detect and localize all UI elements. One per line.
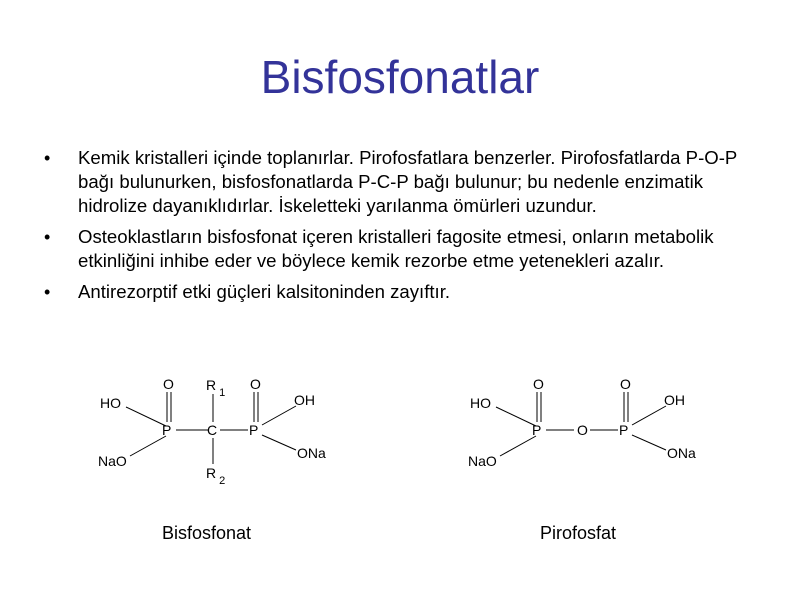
- bullet-list: [44, 146, 764, 311]
- atom-r1: R $_1$: [206, 377, 226, 399]
- bullet-dot-icon: •: [44, 148, 51, 168]
- bond-p-oh: [262, 406, 296, 425]
- bullet-dot-icon: •: [44, 227, 51, 247]
- bisfosfonat-caption: Bisfosfonat: [162, 523, 252, 543]
- atom-p-left: P: [532, 422, 542, 438]
- atom-nao: NaO: [98, 453, 127, 469]
- bond-ho-p: [126, 407, 166, 426]
- atom-o-left: O: [163, 376, 174, 392]
- atom-oh: OH: [664, 392, 685, 408]
- bisfosfonat-structure: [90, 370, 350, 490]
- bullet-dot-icon: •: [44, 282, 51, 302]
- atom-o-left: O: [533, 376, 544, 392]
- bond-ho-p: [496, 407, 536, 426]
- bond-p-ona: [632, 435, 666, 450]
- atom-r2: R $_2$: [206, 465, 226, 487]
- atom-o-right: O: [620, 376, 631, 392]
- atom-ona: ONa: [297, 445, 326, 461]
- bullet-text: Antirezorptif etki güçleri kalsitoninden zayıftır.: [78, 281, 451, 302]
- atom-ho: HO: [100, 395, 121, 411]
- atom-p-right: P: [619, 422, 629, 438]
- atom-ona: ONa: [667, 445, 696, 461]
- bullet-text: Kemik kristalleri içinde toplanırlar. Pirofosfatlara benzerler. Pirofosfatlarda P-O-P bağı bulunurken, bisfosfonatlarda P-C-P bağı bulunur; bu nedenle enzimatik hidrolize dayanıklıdırlar. İskeletteki yarılanma ömürleri uzundur.: [78, 147, 737, 216]
- bond-nao-p: [500, 436, 536, 456]
- atom-o-center: O: [577, 422, 588, 438]
- bullet-item: [44, 280, 764, 304]
- atom-p-left: P: [162, 422, 172, 438]
- atom-ho: HO: [470, 395, 491, 411]
- atom-oh: OH: [294, 392, 315, 408]
- bullet-text: Osteoklastların bisfosfonat içeren kristalleri fagosite etmesi, onların metabolik etkinliğini inhibe eder ve böylece kemik rezorbe etme yetenekleri azalır.: [78, 226, 714, 271]
- bullet-item: [44, 225, 764, 273]
- pirofosfat-structure: [460, 370, 720, 490]
- pirofosfat-caption: Pirofosfat: [540, 523, 617, 543]
- atom-c: C: [207, 422, 218, 438]
- atom-o-right: O: [250, 376, 261, 392]
- slide-title: Bisfosfonatlar: [260, 51, 540, 103]
- bond-p-ona: [262, 435, 296, 450]
- atom-nao: NaO: [468, 453, 497, 469]
- bond-p-oh: [632, 406, 666, 425]
- bullet-item: [44, 146, 764, 218]
- bond-nao-p: [130, 436, 166, 456]
- atom-p-right: P: [249, 422, 259, 438]
